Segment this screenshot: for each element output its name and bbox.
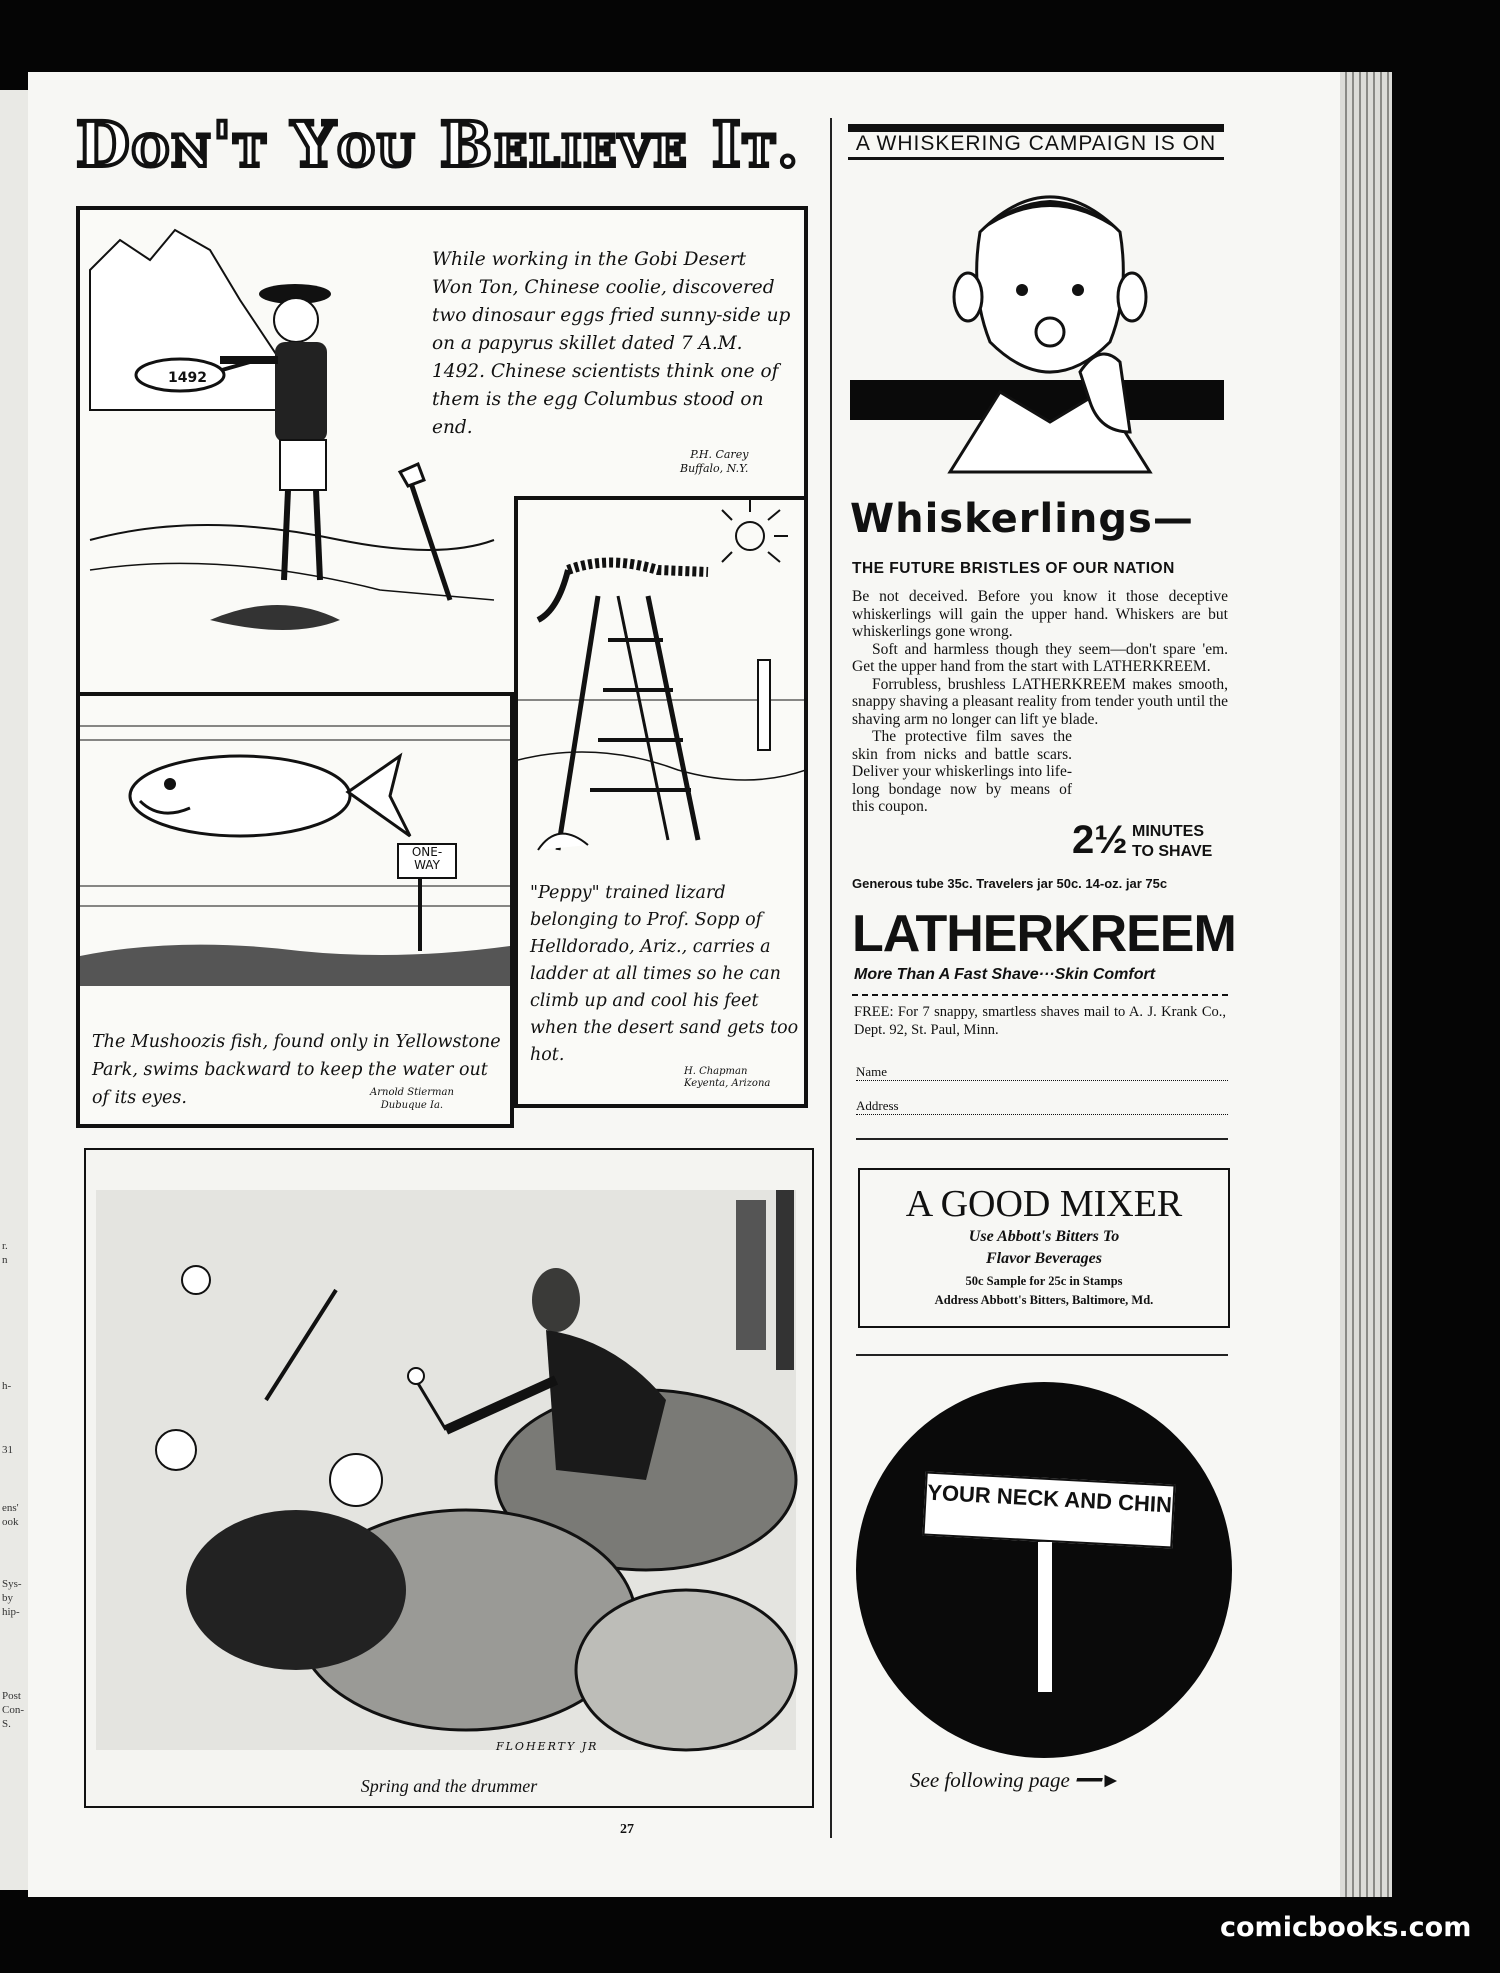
watermark: comicbooks.com	[1220, 1912, 1472, 1943]
ad-paragraph: Be not deceived. Before you know it those deceptive whiskerlings will gain the upper hand. Whiskers are but whiskerlings gone wrong.	[852, 588, 1228, 640]
panel-mushoozis-fish	[76, 692, 514, 1128]
ad-paragraph: The protective film saves the skin from nicks and battle scars. Deliver your whiskerlings into life-long bondage now by means of this coupon.	[852, 728, 1072, 815]
facing-page-text: by	[2, 1592, 13, 1604]
brand-logo: LATHERKREEM	[852, 905, 1236, 963]
one-way-sign: ONE-WAY	[411, 845, 443, 872]
see-following-page: See following page	[910, 1768, 1070, 1792]
lizard-ladder-illustration	[518, 500, 806, 870]
panel2-credit	[370, 1086, 454, 1112]
abbotts-line: 50c Sample for 25c in Stamps	[965, 1274, 1123, 1288]
facing-page-text: Sys-	[2, 1578, 22, 1590]
coupon-name-field[interactable]	[856, 1064, 1228, 1081]
ad-neck-chin-circle	[856, 1382, 1232, 1758]
arrow-right-icon: ━━►	[1069, 1768, 1122, 1792]
panel1-credit-name: P.H. Carey	[690, 448, 749, 461]
page-stack-edges	[1340, 72, 1392, 1897]
facing-page-text: r.	[2, 1240, 8, 1252]
minutes-label	[1132, 822, 1212, 862]
facing-page-text: ook	[2, 1516, 19, 1528]
neck-footer	[910, 1768, 1121, 1793]
cartoon-caption: Spring and the drummer	[360, 1776, 538, 1796]
headline	[76, 108, 806, 208]
ad-subhead: THE FUTURE BRISTLES OF OUR NATION	[852, 560, 1175, 577]
facing-page-text: Post	[2, 1690, 21, 1702]
coupon-address-field[interactable]	[856, 1098, 1228, 1115]
coupon-text: FREE: For 7 snappy, smartless shaves mail to A. J. Krank Co., Dept. 92, St. Paul, Minn.	[854, 1004, 1226, 1038]
ad-paragraph: Soft and harmless though they seem—don't spare 'em. Get the upper hand from the start with LATHERKREEM.	[852, 640, 1228, 675]
facing-page-text: Con-	[2, 1704, 24, 1716]
to-shave-text: TO SHAVE	[1132, 843, 1213, 860]
panel1-credit-place: Buffalo, N.Y.	[680, 462, 749, 475]
ad-body	[852, 588, 1228, 816]
section-rule	[856, 1354, 1228, 1356]
neck-chin-sign: YOUR NECK AND CHIN	[922, 1472, 1175, 1549]
abbotts-line: Use Abbott's Bitters To	[968, 1228, 1120, 1245]
ad-headline: Whiskerlings—	[850, 496, 1194, 542]
boy-shaving-illustration	[940, 172, 1160, 492]
ad-abbotts	[858, 1168, 1230, 1328]
cartoon-spring-drummer	[84, 1148, 814, 1808]
facing-page-text: h-	[2, 1380, 12, 1392]
panel3-credit-place: Keyenta, Arizona	[684, 1078, 771, 1089]
name-label: Name	[856, 1064, 888, 1079]
panel3-credit	[684, 1066, 770, 1090]
headline-text: Don't You Believe It.	[76, 108, 801, 181]
facing-page-text: hip-	[2, 1606, 20, 1618]
panel2-credit-place: Dubuque Ia.	[380, 1100, 444, 1111]
address-label: Address	[856, 1098, 899, 1113]
drummer-cartoon-illustration	[86, 1150, 812, 1790]
panel-peppy-lizard	[514, 496, 808, 1108]
abbotts-line: Flavor Beverages	[986, 1250, 1102, 1267]
page-number: 27	[620, 1822, 634, 1837]
abbotts-title: A GOOD MIXER	[905, 1183, 1183, 1225]
sign-post	[1038, 1542, 1052, 1692]
minutes-number: 2½	[1072, 818, 1128, 862]
minutes-text: MINUTES	[1132, 823, 1204, 840]
column-divider	[830, 118, 832, 1838]
abbotts-line: Address Abbott's Bitters, Baltimore, Md.	[934, 1293, 1154, 1307]
brand-tagline: More Than A Fast Shave···Skin Comfort	[854, 966, 1156, 983]
facing-page-text: n	[2, 1254, 8, 1266]
facing-page-text: ens'	[2, 1502, 19, 1514]
cartoon-signature: FLOHERTY JR	[496, 1740, 599, 1753]
panel1-credit	[680, 448, 748, 476]
panel2-caption: The Mushoozis fish, found only in Yellowstone Park, swims backward to keep the water out of its eyes.	[92, 1032, 501, 1108]
facing-page-text: S.	[2, 1718, 11, 1730]
ad-prices: Generous tube 35c. Travelers jar 50c. 14-oz. jar 75c	[852, 876, 1168, 891]
panel2-credit-name: Arnold Stierman	[370, 1087, 454, 1098]
ad-paragraph: Forrubless, brushless LATHERKREEM makes smooth, snappy shaving a pleasant reality from tender youth until the shaving arm no longer can lift ye blade.	[852, 675, 1228, 728]
panel1-caption: While working in the Gobi Desert Won Ton, Chinese coolie, discovered two dinosaur eggs fried sunny-side up on a papyrus skillet dated 7 A.M. 1492. Chinese scientists think one of them is the egg Columbus stood on end.	[432, 249, 791, 438]
section-rule	[856, 1138, 1228, 1140]
facing-page-text: 31	[2, 1444, 13, 1456]
ad-banner: A WHISKERING CAMPAIGN IS ON	[848, 124, 1224, 160]
panel3-caption: "Peppy" trained lizard belonging to Prof. Sopp of Helldorado, Ariz., carries a ladder at all times so he can climb up and cool his feet when the desert sand gets too hot.	[530, 883, 799, 1065]
coupon-cut-line	[852, 994, 1228, 996]
panel3-credit-name: H. Chapman	[684, 1066, 748, 1077]
skillet-label: 1492	[168, 370, 207, 386]
